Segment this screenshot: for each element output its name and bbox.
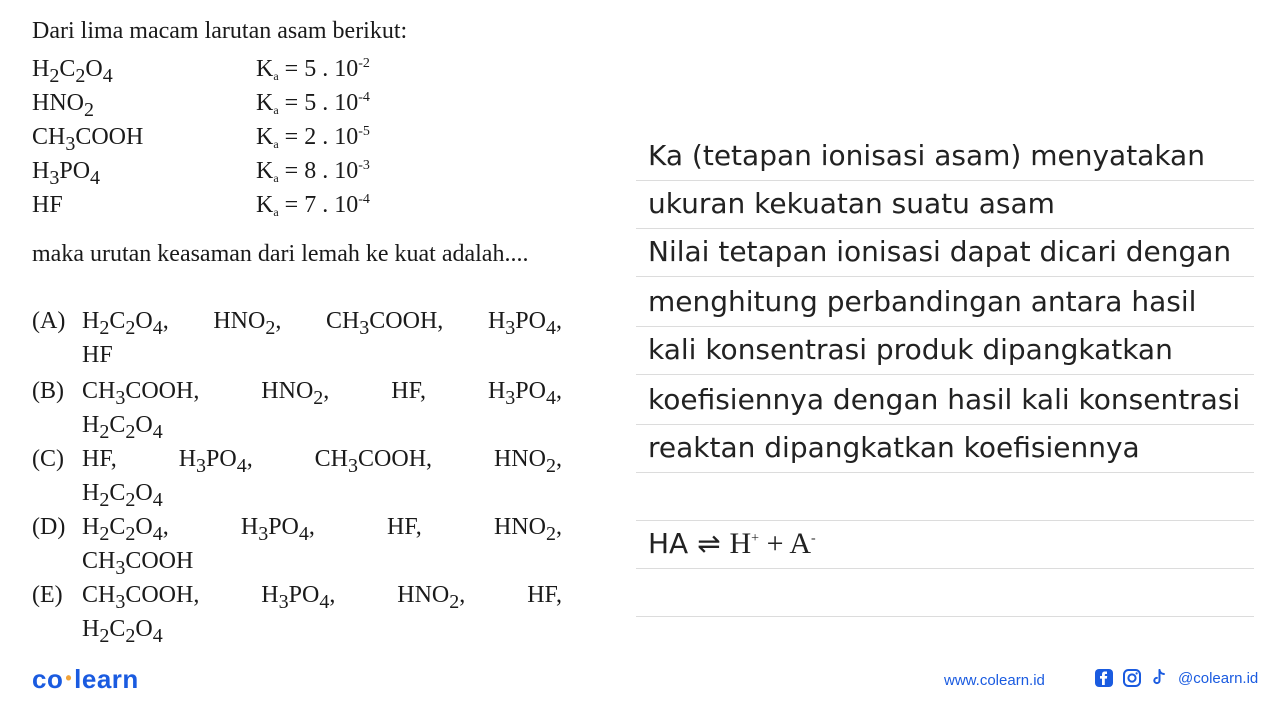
option-letter: (E) <box>32 582 63 608</box>
social-links <box>1094 668 1258 688</box>
brand-left: co <box>32 664 64 694</box>
option-compound: $HNO_2$, <box>397 582 466 613</box>
option-first-line <box>82 514 562 546</box>
acid-formula: $H_3PO_4$ <box>32 158 101 189</box>
brand-logo <box>32 664 139 695</box>
social-handle[interactable]: @colearn.id <box>1178 669 1259 687</box>
acid-formula: $HNO_2$ <box>32 90 94 121</box>
option-compound: $H_2C_2O_4$, <box>82 308 169 339</box>
option-compound: $H_3PO_4$, <box>487 378 562 409</box>
option-compound: $H_2C_2O_4$, <box>82 514 169 545</box>
note-line <box>636 472 1254 521</box>
option-compound: HF, <box>391 378 426 404</box>
answer-option[interactable] <box>32 446 562 514</box>
option-letter: (D) <box>32 514 66 540</box>
option-compound: $CH_3COOH$, <box>82 582 200 613</box>
acid-ka-value: Ka = 7 . $10^{-4}$ <box>256 192 370 219</box>
option-compound: $HNO_2$, <box>493 446 562 477</box>
option-letter: (C) <box>32 446 64 472</box>
question-intro: Dari lima macam larutan asam berikut: <box>32 18 408 44</box>
option-letter: (B) <box>32 378 64 404</box>
option-first-line <box>82 308 562 340</box>
option-first-line <box>82 582 562 614</box>
option-second-line: $H_2C_2O_4$ <box>82 480 163 511</box>
option-compound: HF, <box>82 446 117 472</box>
option-compound: HF, <box>387 514 422 540</box>
option-first-line <box>82 446 562 478</box>
option-compound: $H_3PO_4$, <box>178 446 253 477</box>
option-compound: $H_3PO_4$, <box>487 308 562 339</box>
question-prompt: maka urutan keasaman dari lemah ke kuat adalah.... <box>32 241 529 267</box>
option-letter: (A) <box>32 308 66 334</box>
equation-products: H+ + A- <box>729 527 816 560</box>
website-link[interactable]: www.colearn.id <box>944 672 1045 689</box>
equilibrium-equation <box>636 520 1254 569</box>
question-panel <box>0 0 600 660</box>
acid-ka-value: Ka = 8 . $10^{-3}$ <box>256 158 370 185</box>
option-compound: $CH_3COOH$, <box>314 446 433 477</box>
option-compound: $HNO_2$, <box>261 378 330 409</box>
note-line: reaktan dipangkatkan koefisiennya <box>636 424 1254 473</box>
note-line: menghitung perbandingan antara hasil <box>636 278 1254 327</box>
option-second-line: $H_2C_2O_4$ <box>82 616 163 647</box>
brand-dot: • <box>65 668 73 688</box>
acid-ka-value: Ka = 5 . $10^{-2}$ <box>256 56 370 83</box>
note-line: ukuran kekuatan suatu asam <box>636 180 1254 229</box>
option-compound: $HNO_2$, <box>493 514 562 545</box>
option-compound: $CH_3COOH$, <box>325 308 444 339</box>
answer-option[interactable] <box>32 378 562 446</box>
equation-reactant: HA ⇌ <box>648 527 730 560</box>
acid-ka-value: Ka = 5 . $10^{-4}$ <box>256 90 370 117</box>
option-first-line <box>82 378 562 410</box>
acid-formula: $H_2C_2O_4$ <box>32 56 113 87</box>
option-compound: $HNO_2$, <box>213 308 282 339</box>
note-line-empty <box>636 568 1254 617</box>
option-compound: $H_3PO_4$, <box>240 514 315 545</box>
acid-ka-value: Ka = 2 . $10^{-5}$ <box>256 124 370 151</box>
footer <box>0 660 1280 720</box>
answer-option[interactable] <box>32 582 562 650</box>
option-compound: $H_3PO_4$, <box>261 582 336 613</box>
note-line: kali konsentrasi produk dipangkatkan <box>636 326 1254 375</box>
option-second-line: $CH_3COOH$ <box>82 548 194 579</box>
option-second-line: HF <box>82 342 113 368</box>
instagram-icon[interactable] <box>1122 668 1142 688</box>
acid-formula: $CH_3COOH$ <box>32 124 144 155</box>
note-line: koefisiennya dengan hasil kali konsentrasi <box>636 376 1254 425</box>
option-compound: HF, <box>527 582 562 608</box>
acid-formula: HF <box>32 192 63 218</box>
answer-option[interactable] <box>32 308 562 376</box>
facebook-icon[interactable] <box>1094 668 1114 688</box>
option-second-line: $H_2C_2O_4$ <box>82 412 163 443</box>
note-line: Nilai tetapan ionisasi dapat dicari dengan <box>636 228 1254 277</box>
note-line: Ka (tetapan ionisasi asam) menyatakan <box>636 132 1254 181</box>
brand-right: learn <box>74 664 139 694</box>
tiktok-icon[interactable] <box>1150 668 1168 688</box>
option-compound: $CH_3COOH$, <box>82 378 200 409</box>
answer-option[interactable] <box>32 514 562 582</box>
